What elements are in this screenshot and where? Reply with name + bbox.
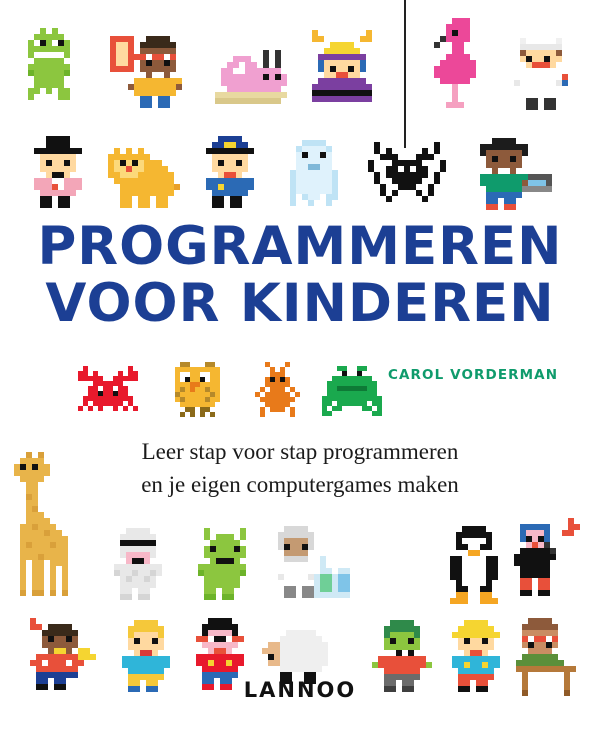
publisher-logo: LANNOO <box>243 678 357 702</box>
spider-thread <box>404 0 406 148</box>
author-name: CAROL VORDERMAN <box>388 367 559 383</box>
book-title-line-1: PROGRAMMEREN <box>37 216 563 277</box>
lion-sprite <box>108 148 180 208</box>
laptop-kid-sprite <box>474 138 558 210</box>
penguin-sprite <box>444 526 504 602</box>
mummy-sprite <box>108 528 174 600</box>
police-officer-sprite <box>200 136 266 208</box>
chef-sprite <box>508 32 580 114</box>
ant-sprite <box>255 362 300 417</box>
scientist-sprite <box>272 526 356 602</box>
boy-with-clipboard-sprite <box>110 36 188 108</box>
crab-sprite <box>78 366 138 411</box>
flamingo-sprite <box>428 18 488 110</box>
subtitle-line-1: Leer stap voor stap programmeren <box>141 439 459 464</box>
giraffe-sprite <box>14 452 98 602</box>
crocodile-sprite <box>22 28 82 106</box>
book-title-line-2: VOOR KINDEREN <box>45 272 555 334</box>
alien-sprite <box>192 528 258 600</box>
owl-sprite <box>170 362 225 417</box>
sheep-sprite <box>262 630 334 684</box>
title-block <box>0 216 600 334</box>
ghost-sprite <box>284 140 344 206</box>
subtitle-line-2: en je eigen computergames maken <box>141 471 459 497</box>
snail-sprite <box>215 50 287 110</box>
frog-sprite <box>322 366 382 416</box>
dj-girl-sprite <box>306 30 378 110</box>
detective-sprite <box>28 136 94 208</box>
spider-sprite <box>368 142 446 202</box>
singer-sprite <box>514 518 586 602</box>
